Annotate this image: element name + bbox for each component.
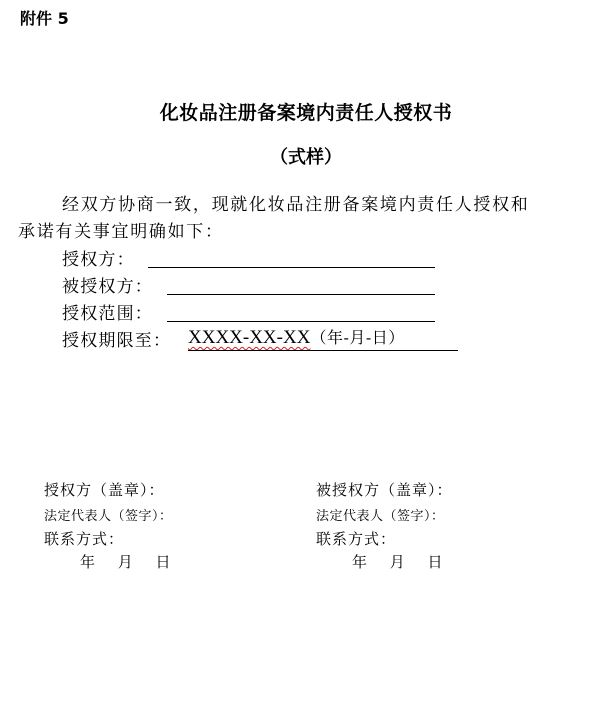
authorized-label: 被授权方： bbox=[62, 277, 153, 297]
left-contact: 联系方式： bbox=[44, 530, 125, 548]
right-party-seal: 被授权方（盖章）： bbox=[316, 481, 453, 499]
intro-line-1: 经双方协商一致，现就化妆品注册备案境内责任人授权和 bbox=[62, 195, 530, 215]
authorizer-line bbox=[148, 267, 435, 268]
right-contact: 联系方式： bbox=[316, 530, 397, 548]
right-date: 年 月 日 bbox=[352, 553, 444, 571]
document-subtitle: （式样） bbox=[270, 147, 342, 168]
left-party-seal: 授权方（盖章）： bbox=[44, 481, 165, 499]
left-date: 年 月 日 bbox=[80, 553, 172, 571]
deadline-format: （年-月-日） bbox=[310, 328, 405, 347]
scope-label: 授权范围： bbox=[62, 304, 153, 324]
scope-line bbox=[167, 321, 435, 322]
right-legal-rep: 法定代表人（签字）： bbox=[316, 509, 445, 524]
deadline-line bbox=[188, 350, 458, 351]
deadline-date: XXXX-XX-XX bbox=[188, 327, 311, 348]
deadline-label: 授权期限至： bbox=[62, 331, 172, 351]
deadline-value-group bbox=[188, 325, 405, 349]
left-legal-rep: 法定代表人（签字）： bbox=[44, 509, 173, 524]
intro-line-2: 承诺有关事宜明确如下： bbox=[18, 222, 224, 242]
document-title: 化妆品注册备案境内责任人授权书 bbox=[159, 102, 453, 124]
authorized-line bbox=[167, 294, 435, 295]
annex-label: 附件 5 bbox=[20, 9, 69, 28]
authorizer-label: 授权方： bbox=[62, 250, 135, 270]
